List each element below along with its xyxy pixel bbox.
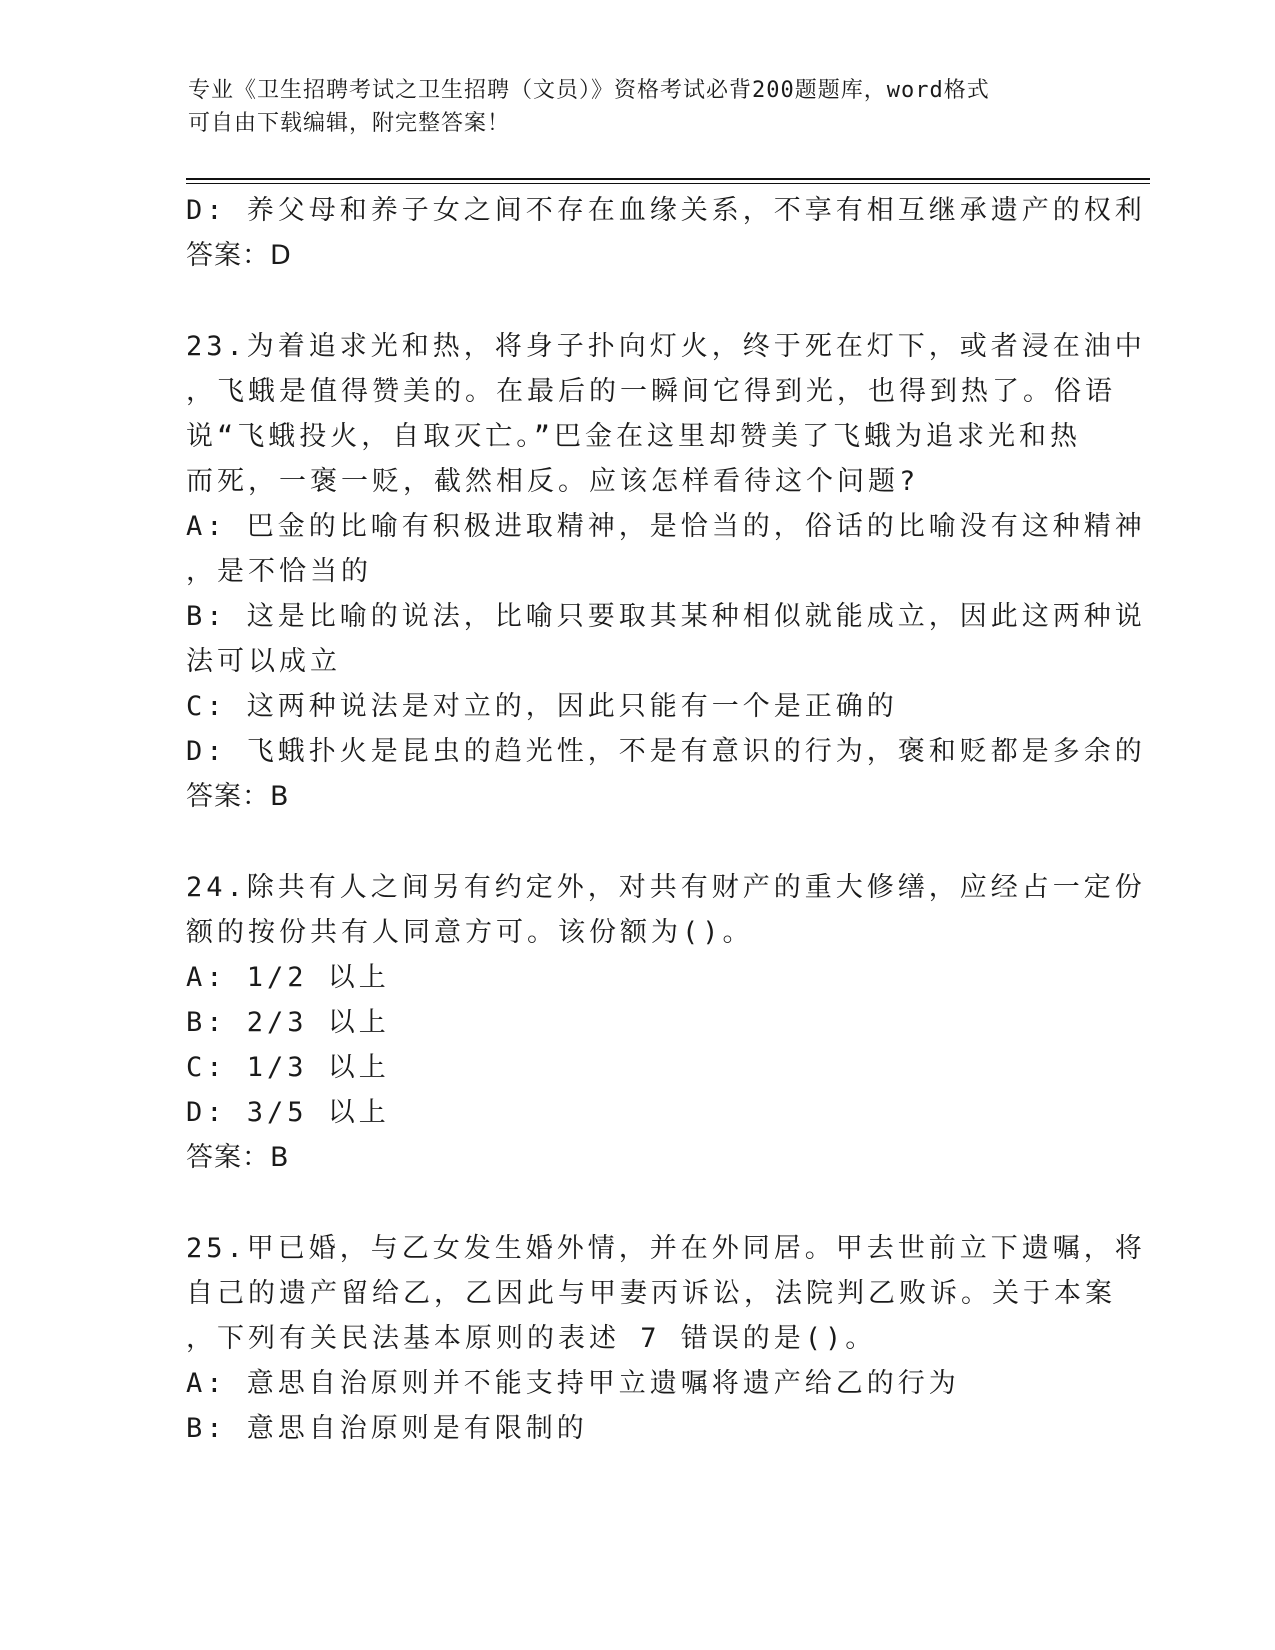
q23-option-b-line-1: B: 这是比喻的说法，比喻只要取其某种相似就能成立，因此这两种说 (186, 601, 1146, 632)
q25-option-b: B: 意思自治原则是有限制的 (186, 1413, 588, 1444)
q23-stem-line-3: 说“飞蛾投火，自取灭亡。”巴金在这里却赞美了飞蛾为追求光和热 (186, 421, 1082, 452)
q24-option-d: D: 3/5 以上 (186, 1097, 390, 1128)
question-23 (186, 324, 1146, 819)
q23-option-c: C: 这两种说法是对立的，因此只能有一个是正确的 (186, 691, 898, 722)
q24-option-a: A: 1/2 以上 (186, 962, 390, 993)
q23-option-a-line-1: A: 巴金的比喻有积极进取精神，是恰当的，俗话的比喻没有这种精神 (186, 511, 1146, 542)
question-22-tail (186, 188, 1146, 278)
q22-option-d: D: 养父母和养子女之间不存在血缘关系，不享有相互继承遗产的权利 (186, 195, 1146, 226)
q23-option-d: D: 飞蛾扑火是昆虫的趋光性，不是有意识的行为，褒和贬都是多余的 (186, 736, 1146, 767)
q25-stem-line-3: ，下列有关民法基本原则的表述 7 错误的是()。 (186, 1323, 877, 1354)
document-header (188, 74, 1068, 140)
header-line-1: 专业《卫生招聘考试之卫生招聘（文员）》资格考试必背200题题库，word格式 (188, 78, 990, 103)
question-24 (186, 865, 1146, 1180)
q24-option-c: C: 1/3 以上 (186, 1052, 390, 1083)
q23-stem-line-2: ，飞蛾是值得赞美的。在最后的一瞬间它得到光，也得到热了。俗语 (186, 376, 1116, 407)
header-rule-thin (186, 183, 1150, 184)
question-25 (186, 1226, 1146, 1451)
header-rule-thick (186, 178, 1150, 180)
document-body (186, 188, 1146, 1451)
q24-option-b: B: 2/3 以上 (186, 1007, 390, 1038)
q23-option-b-line-2: 法可以成立 (186, 646, 341, 677)
q22-answer: 答案：D (186, 240, 292, 271)
q24-stem-line-2: 额的按份共有人同意方可。该份额为()。 (186, 917, 754, 948)
q24-stem-line-1: 24.除共有人之间另有约定外，对共有财产的重大修缮，应经占一定份 (186, 872, 1146, 903)
q23-option-a-line-2: ，是不恰当的 (186, 556, 372, 587)
q23-answer: 答案：B (186, 781, 290, 812)
q24-answer: 答案：B (186, 1142, 290, 1173)
header-line-2: 可自由下载编辑，附完整答案！ (188, 111, 511, 136)
q25-option-a: A: 意思自治原则并不能支持甲立遗嘱将遗产给乙的行为 (186, 1368, 960, 1399)
q23-stem-line-4: 而死，一褒一贬，截然相反。应该怎样看待这个问题? (186, 466, 920, 497)
q25-stem-line-2: 自己的遗产留给乙，乙因此与甲妻丙诉讼，法院判乙败诉。关于本案 (186, 1278, 1116, 1309)
q25-stem-line-1: 25.甲已婚，与乙女发生婚外情，并在外同居。甲去世前立下遗嘱，将 (186, 1233, 1146, 1264)
q23-stem-line-1: 23.为着追求光和热，将身子扑向灯火，终于死在灯下，或者浸在油中 (186, 331, 1146, 362)
